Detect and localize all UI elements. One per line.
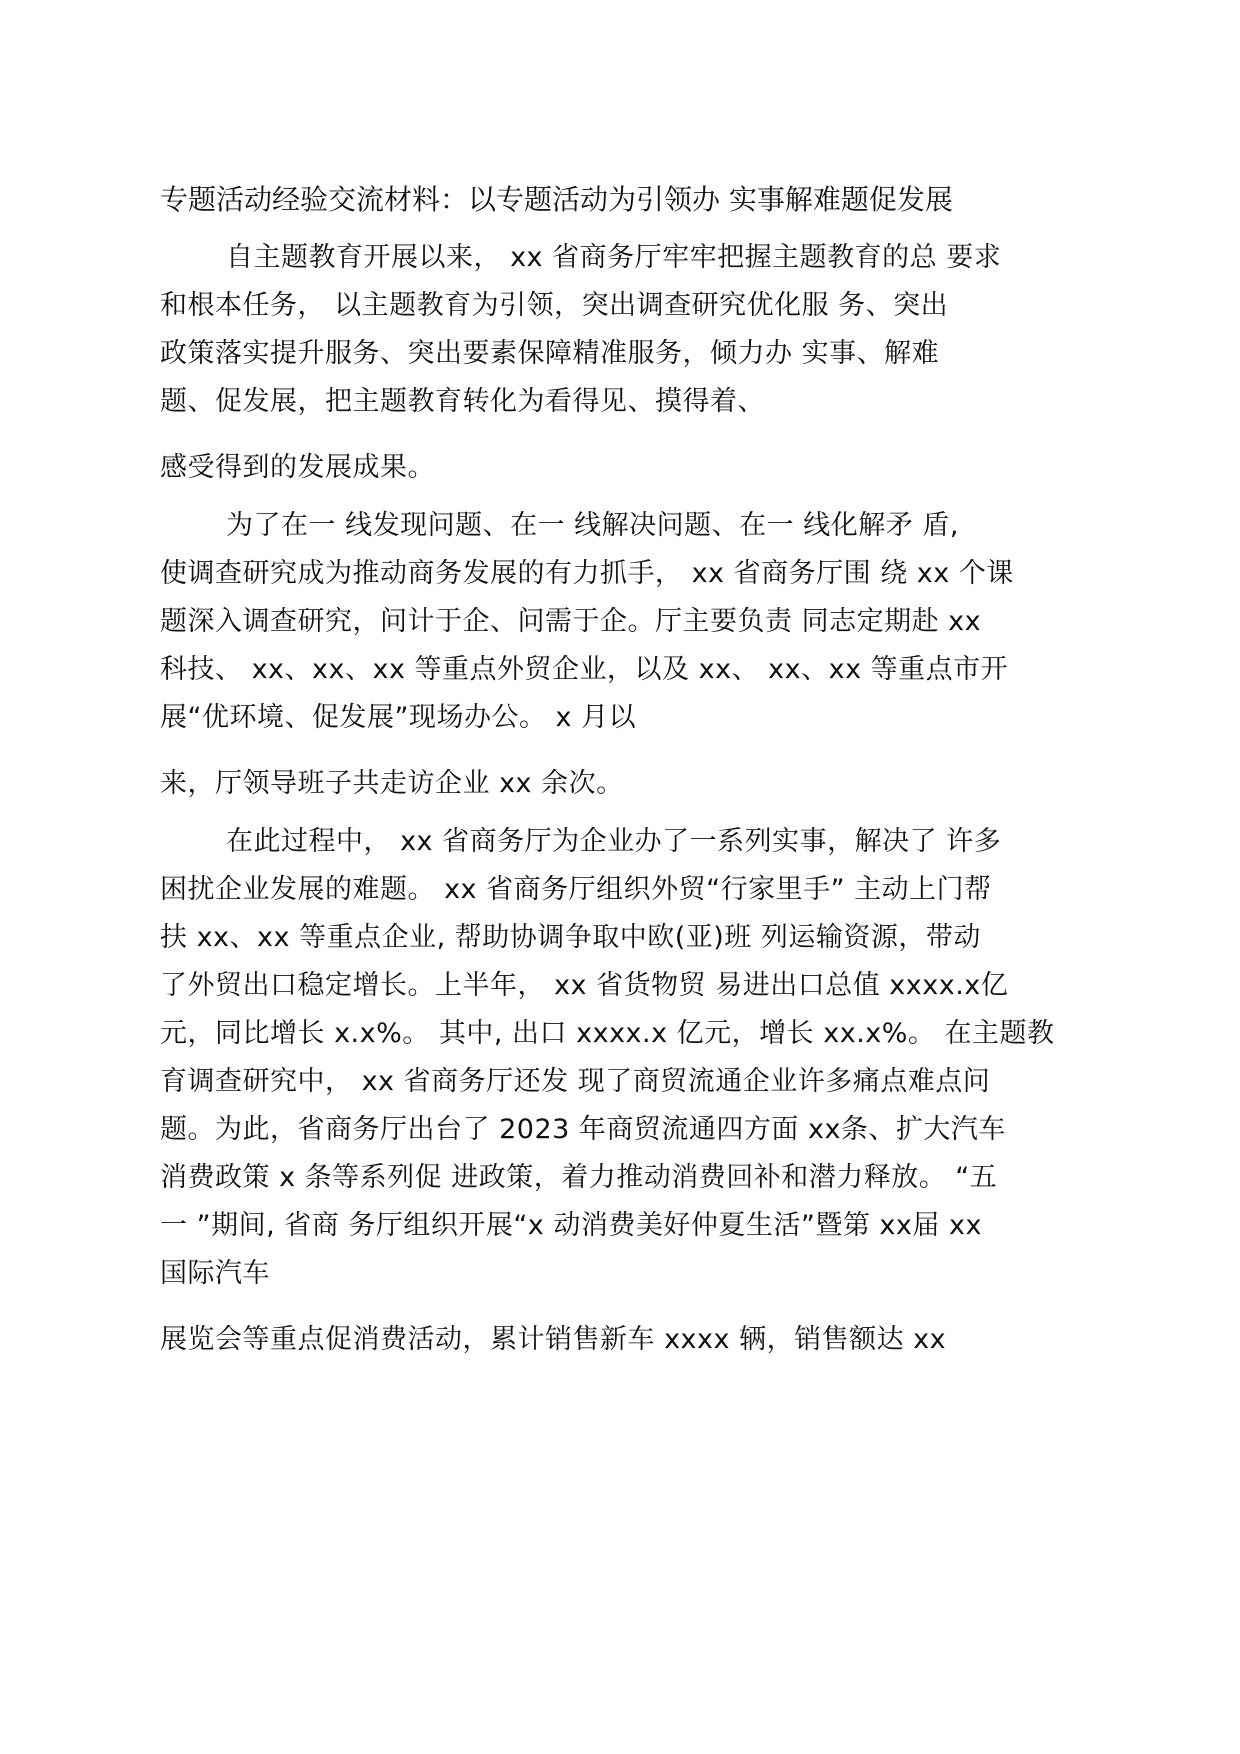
paragraph-line: 政策落实提升服务、突出要素保障精准服务，倾力办 实事、解难 <box>160 338 940 369</box>
paragraph-line: 题、促发展，把主题教育转化为看得见、摸得着、 <box>160 386 765 417</box>
paragraph-line: 感受得到的发展成果。 <box>160 452 435 483</box>
paragraph-line: 一 ”期间, 省商 务厅组织开展“x 动消费美好仲夏生活”暨第 xx届 xx <box>160 1210 982 1241</box>
paragraph-line: 消费政策 x 条等系列促 进政策，着力推动消费回补和潜力释放。 “五 <box>160 1162 998 1193</box>
paragraph-line: 来，厅领导班子共走访企业 xx 余次。 <box>160 768 624 799</box>
paragraph-line: 元，同比增长 x.x%。 其中, 出口 xxxx.x 亿元，增长 xx.x%。 在主题教 <box>160 1018 1055 1049</box>
paragraph-line: 困扰企业发展的难题。 xx 省商务厅组织外贸“行家里手” 主动上门帮 <box>160 874 992 905</box>
paragraph-line: 科技、 xx、xx、xx 等重点外贸企业，以及 xx、 xx、xx 等重点市开 <box>160 654 1009 685</box>
paragraph-line: 为了在一 线发现问题、在一 线解决问题、在一 线化解矛 盾, <box>226 510 959 541</box>
paragraph-line: 题。为此，省商务厅出台了 2023 年商贸流通四方面 xx条、扩大汽车 <box>160 1114 1006 1145</box>
paragraph-line: 使调查研究成为推动商务发展的有力抓手， xx 省商务厅围 绕 xx 个课 <box>160 558 1014 589</box>
paragraph-line: 了外贸出口稳定增长。上半年， xx 省货物贸 易进出口总值 xxxx.x亿 <box>160 970 1009 1001</box>
paragraph-line: 在此过程中， xx 省商务厅为企业办了一系列实事，解决了 许多 <box>226 826 1002 857</box>
paragraph-line: 自主题教育开展以来， xx 省商务厅牢牢把握主题教育的总 要求 <box>226 242 1002 273</box>
document-title: 专题活动经验交流材料：以专题活动为引领办 实事解难题促发展 <box>160 183 953 216</box>
paragraph-line: 展览会等重点促消费活动，累计销售新车 xxxx 辆，销售额达 xx <box>160 1324 947 1355</box>
paragraph-line: 扶 xx、xx 等重点企业, 帮助协调争取中欧(亚)班 列运输资源，带动 <box>160 922 981 953</box>
paragraph-line: 和根本任务， 以主题教育为引领，突出调查研究优化服 务、突出 <box>160 290 949 321</box>
paragraph-line: 题深入调查研究，问计于企、问需于企。厅主要负责 同志定期赴 xx <box>160 606 982 637</box>
paragraph-line: 展“优环境、促发展”现场办公。 x 月以 <box>160 702 637 733</box>
paragraph-line: 育调查研究中， xx 省商务厅还发 现了商贸流通企业许多痛点难点问 <box>160 1066 991 1097</box>
paragraph-line: 国际汽车 <box>160 1258 270 1289</box>
